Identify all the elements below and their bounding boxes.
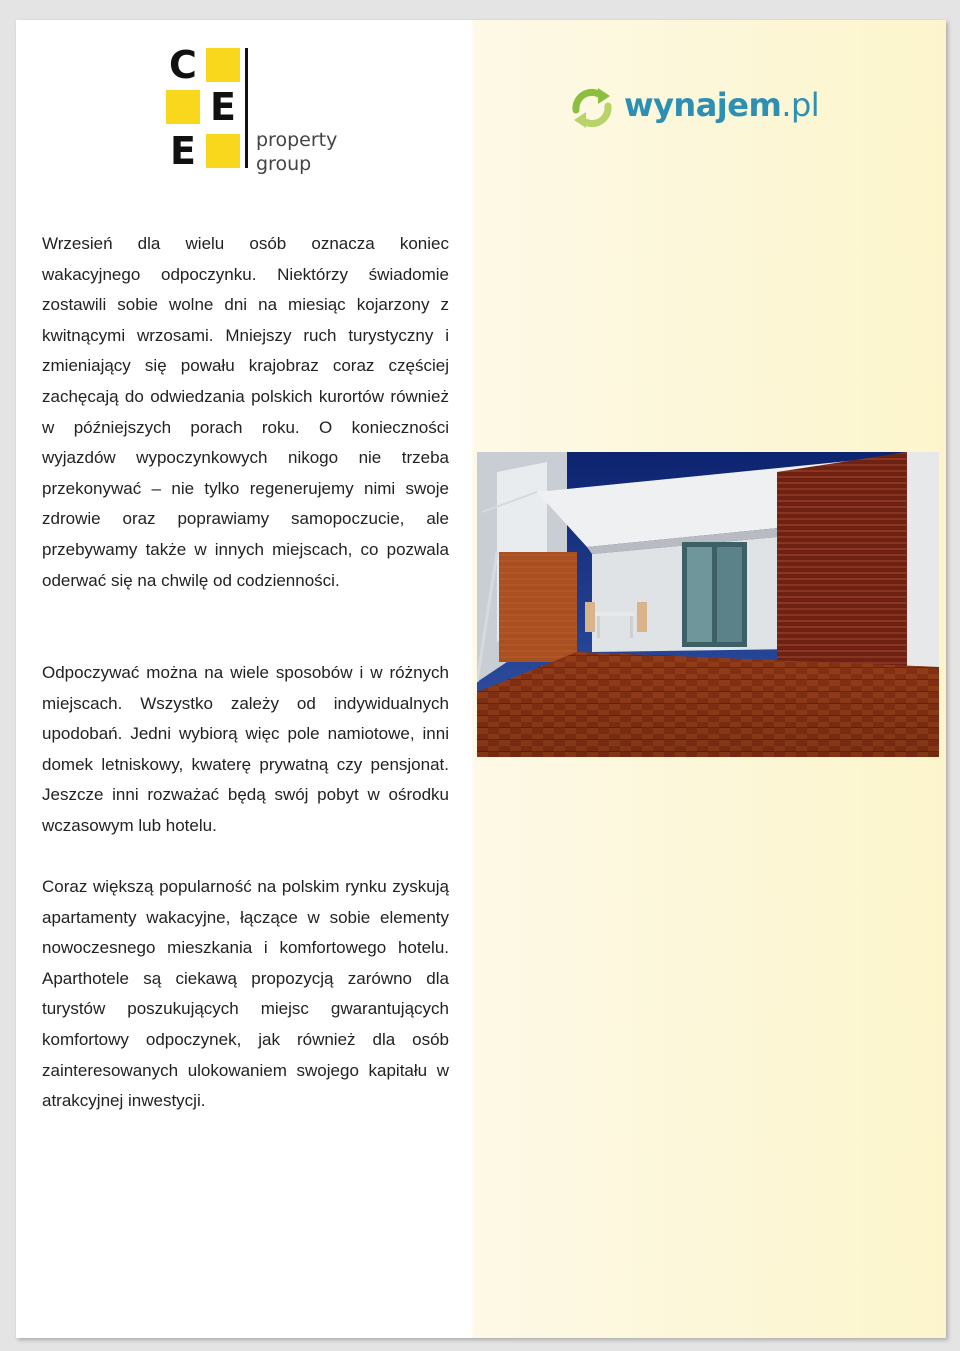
cee-logo-yellow-square [206,134,240,168]
cee-logo-divider [245,48,248,168]
cee-logo-row-2 [166,85,246,129]
cee-logo-subtitle-line-2: group [256,153,312,175]
paragraph-1: Wrzesień dla wielu osób oznacza koniec wakacyjnego odpoczynku. Niektórzy świadomie zostawili sobie wolne dni na miesiąc kojarzony z kwitnącymi wrzosami. Mniejszy ruch turystyczny i zmieniający się powału krajobraz coraz częściej zachęcają do odwiedzania polskich kurortów również w późniejszych porach roku. O konieczności wyjazdów wypoczynkowych nikogo nie trzeba przekonywać – nie tylko regenerujemy nimi swoje zdrowie oraz poprawiamy samopoczucie, ale przebywamy także w innych miejscach, co pozwala oderwać się na chwilę od codzienności. [42,234,449,590]
cee-logo-letter-e: E [170,129,196,173]
wynajem-logo [568,84,828,134]
wynajem-wordmark [624,86,819,124]
cee-logo-letter-e: E [210,85,236,129]
paragraph-3: Coraz większą popularność na polskim rynku zyskują apartamenty wakacyjne, łączące w sobie elementy nowoczesnego mieszkania i komfortowego hotelu. Aparthotele są ciekawą propozycją zarówno dla turystów poszukujących miejsc gwarantujących komfortowy odpoczynek, jak również dla osób zainteresowanych ulokowaniem swojego kapitału w atrakcyjnej inwestycji. [42,877,449,1111]
cee-logo-subtitle [256,128,337,176]
cee-logo-subtitle-line-1: property [256,129,338,151]
apartment-terrace-photo [477,452,939,757]
recycle-arrows-icon [568,84,616,132]
cee-logo-row-3 [166,129,246,173]
cee-property-group-logo [166,43,366,208]
wynajem-tld: .pl [781,86,820,124]
paragraph-2: Odpoczywać można na wiele sposobów i w różnych miejscach. Wszystko zależy od indywidualnych upodobań. Jedni wybiorą więc pole namiotowe, inni domek letniskowy, kwaterę prywatną czy pensjonat. Jeszcze inni rozważać będą swój pobyt w ośrodku wczasowym lub hotelu. [42,663,449,835]
cee-logo-letter-c: C [169,43,197,87]
terrace-illustration [477,452,939,757]
wynajem-name: wynajem [624,86,782,124]
cee-logo-yellow-square [206,48,240,82]
cee-logo-yellow-square [166,90,200,124]
cee-logo-row-1 [166,43,246,87]
document-page [16,20,946,1338]
